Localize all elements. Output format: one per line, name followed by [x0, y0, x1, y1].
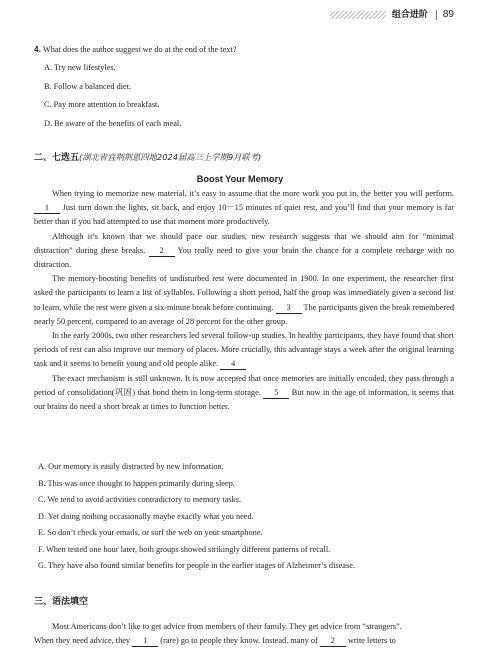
- option-b: B. Follow a balanced diet.: [44, 82, 132, 91]
- option-g: G. They have also found similar benefits for people in the earlier stages of Alzheimer’s disease.: [38, 561, 355, 570]
- paragraph-text: But now in the age of information, it seems that our brains do need a short break at times to function better.: [34, 387, 454, 412]
- page-number: 89: [442, 8, 454, 20]
- blank-2[interactable]: 2: [149, 246, 175, 257]
- paragraph-text: The memory-boosting benefits of undisturbed rest were documented in 1900. In one experiment, the researcher first asked the participants to learn a list of syllables. Following a short period, half the group was immediately given a second list to learn, while the rest were given a six-minute break before continuing.: [34, 274, 454, 312]
- paragraph-1: [34, 187, 454, 230]
- passage-title: Boost Your Memory: [196, 174, 284, 184]
- paragraph-4: [34, 329, 454, 372]
- passage-body: [34, 187, 454, 414]
- section-title: 二、七选五: [34, 153, 80, 163]
- header-section-title: 组合进阶: [391, 9, 428, 20]
- grammar-passage: [34, 620, 454, 648]
- option-d: D. Yet doing nothing occasionally maybe exactly what you need.: [38, 511, 254, 521]
- grammar-line-1: Most Americans don’t like to get advice from members of their family. They get advice from “strangers”.: [52, 622, 402, 631]
- blank-3[interactable]: 3: [276, 303, 302, 314]
- paragraph-text: The participants given the break remembered nearly 50 percent, compared to an average of 28 percent for the other group.: [34, 302, 454, 326]
- option-f: F. When tested one hour later, both groups showed strikingly different patterns of recall.: [38, 544, 331, 554]
- option-a: A. Our memory is easily distracted by new information.: [38, 462, 224, 471]
- header-divider: [436, 10, 437, 20]
- blank-5[interactable]: 5: [263, 388, 289, 399]
- paragraph-text: The exact mechanism is still unknown. It is now accepted that once memories are initially encoded, they pass through a period of consolidation(巩固) that bond them in long-term storage.: [34, 373, 454, 397]
- paragraph-3: [34, 272, 454, 329]
- question-4: [34, 42, 454, 57]
- paragraph-5: [34, 372, 454, 415]
- option-c: C. Pay more attention to breakfast.: [44, 100, 160, 109]
- grammar-line-2: [34, 634, 454, 648]
- header-decoration: [330, 11, 386, 19]
- blank-1[interactable]: 1: [34, 203, 60, 214]
- paragraph-text: When trying to memorize new material, it’s easy to assume that the more work you put in, the better you will perform.: [52, 189, 454, 198]
- grammar-text: (rare) go to people they know. Instead, many of: [160, 636, 318, 646]
- option-b: B. This was once thought to happen primarily during sleep.: [38, 478, 235, 488]
- grammar-blank-2[interactable]: 2: [320, 636, 346, 647]
- option-a: A. Try new lifestyles.: [44, 63, 116, 72]
- grammar-text: When they need advice, they: [34, 636, 131, 646]
- option-e: E. So don’t check your emails, or surf the web on your smartphone.: [38, 528, 263, 537]
- grammar-blank-1[interactable]: 1: [132, 636, 158, 647]
- blank-4[interactable]: 4: [220, 359, 246, 370]
- section-heading-2: [34, 150, 261, 165]
- question-stem: What does the author suggest we do at the end of the text?: [42, 45, 237, 54]
- paragraph-text: Just turn down the lights, sit back, and enjoy 10－15 minutes of quiet rest, and you’ll find that your memory is far better than if you had attempted to use that moment more productively.: [34, 203, 454, 227]
- section-source: (湖北省宜荆荆恩四地2024届高三上学期9月联考): [79, 152, 262, 162]
- option-d: D. Be aware of the benefits of each meal.: [44, 119, 182, 128]
- grammar-text: write letters to: [347, 636, 396, 646]
- question-number: 4: [34, 44, 39, 54]
- seven-options-list: [38, 460, 458, 576]
- paragraph-text: Although it’s known that we should pace our studies, new research suggests that we should aim for “minimal distraction” during these breaks.: [34, 231, 454, 255]
- paragraph-text: In the early 2000s, two other researchers led several follow-up studies. In healthy participants, they have found that short periods of rest can also improve our memory of places. More crucially, this advantage stays a week after the original learning task and it seems to benefit young and old people alike.: [34, 331, 454, 369]
- paragraph-2: [34, 230, 454, 273]
- question-number-dot: .: [38, 44, 41, 54]
- page-header: [330, 8, 454, 22]
- section-heading-3: 三、语法填空: [34, 597, 89, 607]
- option-c: C. We tend to avoid activities contradictory to memory tasks.: [38, 495, 242, 504]
- paragraph-text: You really need to give your brain the chance for a complete recharge with no distraction.: [34, 245, 454, 270]
